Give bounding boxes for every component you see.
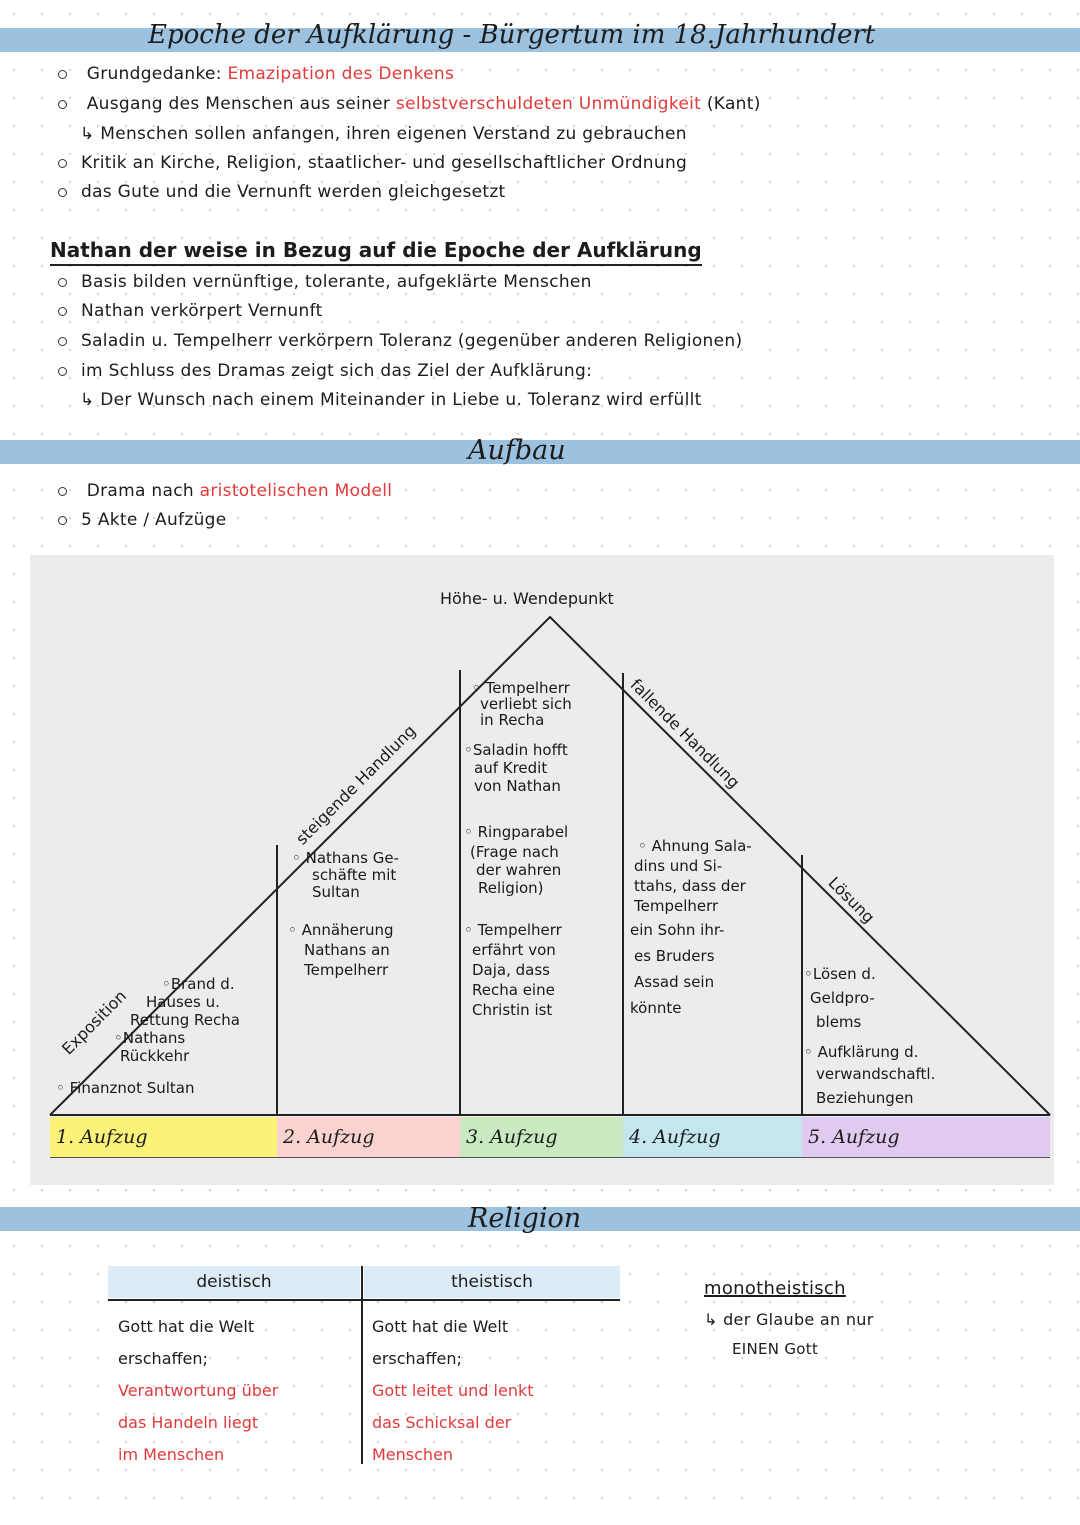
act3-note-12: erfährt von: [472, 941, 556, 959]
mono-line-1: ↳ der Glaube an nur: [704, 1310, 874, 1329]
theist-red-2: das Schicksal der: [372, 1413, 512, 1432]
act3-note-3: in Recha: [480, 711, 545, 729]
act4-note-2: dins und Si-: [634, 857, 723, 875]
theist-text-1: Gott hat die Welt: [372, 1317, 509, 1336]
religion-table-vline: [361, 1266, 363, 1464]
deist-header: deistisch: [108, 1266, 360, 1298]
act1-note-1: ◦Brand d.: [162, 975, 235, 993]
act3-note-14: Recha eine: [472, 981, 555, 999]
act5-note-3: blems: [816, 1013, 862, 1031]
act3-note-4: ◦Saladin hofft: [464, 741, 568, 759]
nathan-bullet-1: Basis bilden vernünftige, tolerante, aufgeklärte Menschen: [58, 272, 592, 292]
aufbau-b1-red: aristotelischen Modell: [199, 481, 393, 501]
aufbau-bullet-2: 5 Akte / Aufzüge: [58, 510, 227, 530]
act2-note-5: Nathans an: [304, 941, 390, 959]
act2-note-1: ◦ Nathans Ge-: [292, 849, 399, 867]
act3-note-2: verliebt sich: [480, 695, 572, 713]
act3-note-5: auf Kredit: [474, 759, 548, 777]
act4-note-6: es Bruders: [634, 947, 715, 965]
act-5: 5. Aufzug: [802, 1117, 1050, 1157]
act5-note-4: ◦ Aufklärung d.: [804, 1043, 919, 1061]
nathan-bullet-2: Nathan verkörpert Vernunft: [58, 301, 323, 321]
act-2: 2. Aufzug: [277, 1117, 460, 1157]
ausgang-sub: ↳ Menschen sollen anfangen, ihren eigenen Verstand zu gebrauchen: [80, 124, 687, 144]
theist-header: theistisch: [364, 1266, 620, 1298]
nathan-bullet-4: im Schluss des Dramas zeigt sich das Ziel der Aufklärung:: [58, 361, 592, 381]
act5-note-2: Geldpro-: [810, 989, 875, 1007]
mono-line-2: EINEN Gott: [732, 1340, 819, 1358]
act3-note-7: ◦ Ringparabel: [464, 823, 569, 841]
act3-note-10: Religion): [478, 879, 544, 897]
nathan-sub: ↳ Der Wunsch nach einem Miteinander in Liebe u. Toleranz wird erfüllt: [80, 390, 702, 410]
bullet-grundgedanke: [58, 64, 454, 84]
theist-red-1: Gott leitet und lenkt: [372, 1381, 534, 1400]
bullet-kritik: Kritik an Kirche, Religion, staatlicher- und gesellschaftlicher Ordnung: [58, 153, 687, 173]
nathan-heading: Nathan der weise in Bezug auf die Epoche der Aufklärung: [50, 238, 702, 266]
act2-note-6: Tempelherr: [304, 961, 389, 979]
mono-heading: monotheistisch: [704, 1278, 846, 1299]
deist-red-1: Verantwortung über: [118, 1381, 279, 1400]
act2-note-3: Sultan: [312, 883, 360, 901]
theist-text-2: erschaffen;: [372, 1349, 462, 1368]
act4-note-7: Assad sein: [634, 973, 715, 991]
act-4: 4. Aufzug: [623, 1117, 802, 1157]
aufbau-b1-text: Drama nach: [86, 481, 194, 501]
act1-note-5: Rückkehr: [120, 1047, 190, 1065]
act4-note-5: ein Sohn ihr-: [630, 921, 725, 939]
grundgedanke-value: Emazipation des Denkens: [227, 64, 455, 84]
act5-note-6: Beziehungen: [816, 1089, 914, 1107]
exposition-label: Exposition: [58, 986, 131, 1059]
ausgang-text: Ausgang des Menschen aus seiner: [86, 94, 391, 114]
aufbau-heading: Aufbau: [468, 435, 566, 466]
deist-red-3: im Menschen: [118, 1445, 225, 1464]
ausgang-suffix: (Kant): [706, 94, 761, 114]
act3-note-9: der wahren: [476, 861, 562, 879]
act4-note-8: könnte: [630, 999, 682, 1017]
act4-note-4: Tempelherr: [634, 897, 719, 915]
nathan-bullet-3: Saladin u. Tempelherr verkörpern Toleranz (gegenüber anderen Religionen): [58, 331, 742, 351]
grundgedanke-label: Grundgedanke:: [86, 64, 222, 84]
act3-note-15: Christin ist: [472, 1001, 553, 1019]
deist-text-2: erschaffen;: [118, 1349, 208, 1368]
deist-text-1: Gott hat die Welt: [118, 1317, 255, 1336]
religion-table-hline: [108, 1299, 620, 1301]
falling-label: fallende Handlung: [626, 675, 744, 792]
bullet-ausgang: [58, 94, 761, 114]
loesung-label: Lösung: [824, 873, 879, 927]
ausgang-red: selbstverschuldeten Unmündigkeit: [395, 94, 702, 114]
act3-note-6: von Nathan: [474, 777, 561, 795]
act-1: 1. Aufzug: [50, 1117, 277, 1157]
deist-red-2: das Handeln liegt: [118, 1413, 259, 1432]
act5-note-1: ◦Lösen d.: [804, 965, 876, 983]
peak-label: Höhe- u. Wendepunkt: [440, 589, 614, 608]
religion-heading: Religion: [468, 1203, 582, 1234]
act3-note-1: ◦ Tempelherr: [472, 679, 570, 697]
act4-note-1: ◦ Ahnung Sala-: [638, 837, 752, 855]
act1-note-4: ◦Nathans: [114, 1029, 186, 1047]
act1-note-3: Rettung Recha: [130, 1011, 240, 1029]
act3-note-11: ◦ Tempelherr: [464, 921, 562, 939]
act3-note-8: (Frage nach: [470, 843, 559, 861]
act1-note-2: Hauses u.: [146, 993, 220, 1011]
act4-note-3: ttahs, dass der: [634, 877, 746, 895]
act5-note-5: verwandschaftl.: [816, 1065, 936, 1083]
rising-label: steigende Handlung: [292, 721, 420, 849]
act2-note-4: ◦ Annäherung: [288, 921, 394, 939]
theist-red-3: Menschen: [372, 1445, 454, 1464]
act2-note-2: schäfte mit: [312, 866, 397, 884]
act3-note-13: Daja, dass: [472, 961, 550, 979]
act1-note-6: ◦ Finanznot Sultan: [56, 1079, 195, 1097]
drama-pyramid-photo: [30, 555, 1054, 1185]
act-3: 3. Aufzug: [460, 1117, 623, 1157]
page-title: Epoche der Aufklärung - Bürgertum im 18.Jahrhundert: [148, 20, 876, 50]
bullet-gute: das Gute und die Vernunft werden gleichgesetzt: [58, 182, 506, 202]
aufbau-bullet-1: [58, 481, 392, 501]
